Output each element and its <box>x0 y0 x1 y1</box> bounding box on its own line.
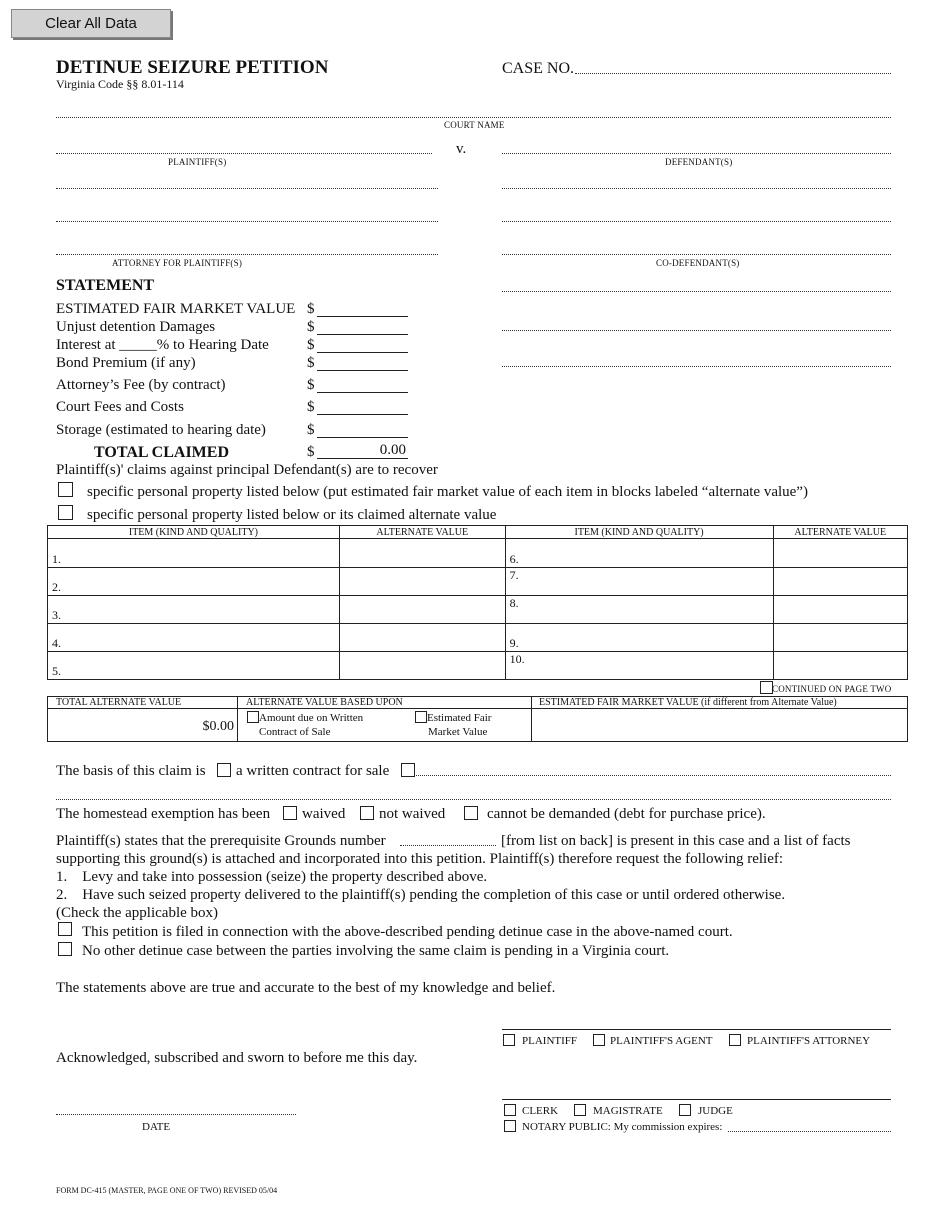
written-contract-checkbox[interactable] <box>247 711 259 723</box>
no-other-case-label: No other detinue case between the parties involving the same claim is pending in a Virginia court. <box>82 943 670 959</box>
item-cell[interactable]: 1. <box>48 539 340 568</box>
value-cell[interactable] <box>773 624 908 652</box>
items-table <box>47 525 908 680</box>
value-cell[interactable] <box>339 539 505 568</box>
magistrate-checkbox[interactable] <box>574 1104 586 1116</box>
fair-market-value-input[interactable] <box>533 710 905 740</box>
codefendant-field-2[interactable] <box>502 291 891 292</box>
codefendant-field-1[interactable] <box>502 254 891 255</box>
item-cell[interactable]: 3. <box>48 596 340 624</box>
case-no-label: CASE NO. <box>502 60 575 77</box>
relief-item-1: 1. Levy and take into possession (seize) the property described above. <box>56 869 488 885</box>
total-claimed-label: TOTAL CLAIMED <box>94 444 229 461</box>
homestead-label: The homestead exemption has been <box>56 806 271 822</box>
statement-heading: STATEMENT <box>56 277 155 294</box>
continued-label: CONTINUED ON PAGE TWO <box>772 684 892 694</box>
option1-label: specific personal property listed below (put estimated fair market value of each item in blocks labeled “alternate value”) <box>87 484 808 500</box>
column-header: ITEM (KIND AND QUALITY) <box>48 526 340 539</box>
check-instruction: (Check the applicable box) <box>56 905 219 921</box>
interest-input[interactable] <box>317 336 408 353</box>
relief-item-2: 2. Have such seized property delivered to the plaintiff(s) pending the completion of this case or until ordered otherwise. <box>56 887 786 903</box>
other-basis-field-2[interactable] <box>56 799 891 800</box>
agent-checkbox[interactable] <box>593 1034 605 1046</box>
item-cell[interactable]: 9. <box>505 624 773 652</box>
pending-case-label: This petition is filed in connection with the above-described pending detinue case in the above-named court. <box>82 924 733 940</box>
item-cell[interactable]: 4. <box>48 624 340 652</box>
item-cell[interactable]: 2. <box>48 568 340 596</box>
defendant-field-3[interactable] <box>502 221 891 222</box>
column-header: ALTERNATE VALUE <box>773 526 908 539</box>
estimated-fmv-checkbox[interactable] <box>415 711 427 723</box>
item-cell[interactable]: 6. <box>505 539 773 568</box>
written-contract-sale-label: a written contract for sale <box>236 763 390 779</box>
cannot-be-demanded-label: cannot be demanded (debt for purchase price). <box>487 806 766 822</box>
code-reference: Virginia Code §§ 8.01-114 <box>56 77 184 91</box>
no-other-case-checkbox[interactable] <box>58 942 72 956</box>
currency-symbol: $ <box>307 337 315 353</box>
item-cell[interactable]: 8. <box>505 596 773 624</box>
table-row <box>48 596 908 624</box>
versus-label: v. <box>456 141 467 157</box>
value-cell[interactable] <box>339 568 505 596</box>
attorney-checkbox[interactable] <box>729 1034 741 1046</box>
plaintiff-checkbox[interactable] <box>503 1034 515 1046</box>
fair-market-value-header: ESTIMATED FAIR MARKET VALUE (if different from Alternate Value) <box>539 697 837 708</box>
attorney-field[interactable] <box>56 254 438 255</box>
option2-label: specific personal property listed below or its claimed alternate value <box>87 507 497 523</box>
attorney-label: PLAINTIFF'S ATTORNEY <box>747 1035 871 1047</box>
grounds-text: Plaintiff(s) states that the prerequisite Grounds number <box>56 833 386 849</box>
grounds-text-3: supporting this ground(s) is attached and incorporated into this petition. Plaintiff(s) therefore request the following relief: <box>56 851 784 867</box>
detention-damages-input[interactable] <box>317 318 408 335</box>
attorney-fee-input[interactable] <box>317 376 408 393</box>
statement-label: Interest at _____% to Hearing Date <box>56 337 269 353</box>
court-name-field[interactable] <box>56 117 891 118</box>
written-contract-label-2: Contract of Sale <box>259 726 331 738</box>
totals-header-divider <box>47 708 908 709</box>
codefendant-field-4[interactable] <box>502 366 891 367</box>
judge-checkbox[interactable] <box>679 1104 691 1116</box>
option2-checkbox[interactable] <box>58 505 73 520</box>
sworn-text: Acknowledged, subscribed and sworn to before me this day. <box>56 1050 418 1066</box>
pending-case-checkbox[interactable] <box>58 922 72 936</box>
grounds-text-2: [from list on back] is present in this case and a list of facts <box>501 833 851 849</box>
defendants-label: DEFENDANT(S) <box>665 157 733 167</box>
plaintiff-label: PLAINTIFF <box>522 1035 578 1047</box>
value-cell[interactable] <box>773 652 908 680</box>
value-cell[interactable] <box>773 596 908 624</box>
option1-checkbox[interactable] <box>58 482 73 497</box>
value-cell[interactable] <box>339 624 505 652</box>
currency-symbol: $ <box>307 355 315 371</box>
column-divider <box>237 696 238 742</box>
value-cell[interactable] <box>339 596 505 624</box>
waived-label: waived <box>302 806 346 822</box>
total-alternate-value: $0.00 <box>202 719 234 734</box>
table-row <box>48 568 908 596</box>
signature-line[interactable] <box>502 1029 891 1030</box>
alt-value-basis-header: ALTERNATE VALUE BASED UPON <box>246 697 403 708</box>
other-basis-field[interactable] <box>416 775 891 776</box>
date-field[interactable] <box>56 1114 296 1115</box>
estimated-fmv-label-2: Market Value <box>428 726 488 738</box>
case-no-field[interactable] <box>575 73 891 74</box>
total-claimed-amount: 0.00 <box>379 442 406 458</box>
column-header: ALTERNATE VALUE <box>339 526 505 539</box>
currency-symbol: $ <box>307 444 315 460</box>
fair-market-value-input[interactable] <box>317 300 408 317</box>
column-header: ITEM (KIND AND QUALITY) <box>505 526 773 539</box>
table-row <box>48 652 908 680</box>
statement-label: Bond Premium (if any) <box>56 355 196 371</box>
table-row <box>48 539 908 568</box>
total-alt-value-header: TOTAL ALTERNATE VALUE <box>56 697 182 708</box>
court-name-label: COURT NAME <box>444 120 505 130</box>
column-divider <box>531 696 532 742</box>
codefendants-label: CO-DEFENDANT(S) <box>656 258 740 268</box>
value-cell[interactable] <box>773 539 908 568</box>
table-row <box>48 624 908 652</box>
defendant-field-2[interactable] <box>502 188 891 189</box>
statement-label: Court Fees and Costs <box>56 399 184 415</box>
notary-checkbox[interactable] <box>504 1120 516 1132</box>
form-title: DETINUE SEIZURE PETITION <box>56 57 329 78</box>
magistrate-label: MAGISTRATE <box>593 1105 663 1117</box>
estimated-fmv-label: Estimated Fair <box>427 712 492 724</box>
statement-label: ESTIMATED FAIR MARKET VALUE <box>56 301 296 317</box>
item-cell[interactable]: 7. <box>505 568 773 596</box>
form-footer: FORM DC-415 (MASTER, PAGE ONE OF TWO) REVISED 05/04 <box>56 1186 278 1195</box>
agent-label: PLAINTIFF'S AGENT <box>610 1035 713 1047</box>
judge-label: JUDGE <box>698 1105 733 1117</box>
plaintiffs-label: PLAINTIFF(S) <box>168 157 227 167</box>
storage-input[interactable] <box>317 421 408 438</box>
other-basis-checkbox[interactable] <box>401 763 415 777</box>
currency-symbol: $ <box>307 301 315 317</box>
officer-signature-line[interactable] <box>502 1099 891 1100</box>
not-waived-checkbox[interactable] <box>360 806 374 820</box>
commission-expires-field[interactable] <box>728 1131 891 1132</box>
attorney-label: ATTORNEY FOR PLAINTIFF(S) <box>112 258 243 268</box>
plaintiff-field-3[interactable] <box>56 221 438 222</box>
not-waived-label: not waived <box>379 806 446 822</box>
affirmation-text: The statements above are true and accurate to the best of my knowledge and belief. <box>56 980 556 996</box>
statement-label: Unjust detention Damages <box>56 319 216 335</box>
clerk-checkbox[interactable] <box>504 1104 516 1116</box>
clerk-label: CLERK <box>522 1105 559 1117</box>
total-claimed-value <box>317 442 408 459</box>
codefendant-field-3[interactable] <box>502 330 891 331</box>
written-contract-sale-checkbox[interactable] <box>217 763 231 777</box>
currency-symbol: $ <box>307 377 315 393</box>
notary-label: NOTARY PUBLIC: My commission expires: <box>522 1121 723 1133</box>
date-label: DATE <box>142 1121 171 1133</box>
item-cell[interactable]: 5. <box>48 652 340 680</box>
currency-symbol: $ <box>307 422 315 438</box>
cannot-be-demanded-checkbox[interactable] <box>464 806 478 820</box>
defendant-field-1[interactable] <box>502 153 891 154</box>
claims-intro: Plaintiff(s)' claims against principal Defendant(s) are to recover <box>56 462 438 478</box>
clear-all-data-button[interactable]: Clear All Data <box>11 9 171 38</box>
court-fees-input[interactable] <box>317 398 408 415</box>
waived-checkbox[interactable] <box>283 806 297 820</box>
currency-symbol: $ <box>307 399 315 415</box>
written-contract-label: Amount due on Written <box>259 712 364 724</box>
plaintiff-field-2[interactable] <box>56 188 438 189</box>
grounds-number-field[interactable] <box>400 845 496 846</box>
value-cell[interactable] <box>773 568 908 596</box>
bond-premium-input[interactable] <box>317 354 408 371</box>
currency-symbol: $ <box>307 319 315 335</box>
basis-label: The basis of this claim is <box>56 763 206 779</box>
item-cell[interactable]: 10. <box>505 652 773 680</box>
statement-label: Storage (estimated to hearing date) <box>56 422 266 438</box>
plaintiff-field-1[interactable] <box>56 153 432 154</box>
value-cell[interactable] <box>339 652 505 680</box>
statement-label: Attorney’s Fee (by contract) <box>56 377 226 393</box>
